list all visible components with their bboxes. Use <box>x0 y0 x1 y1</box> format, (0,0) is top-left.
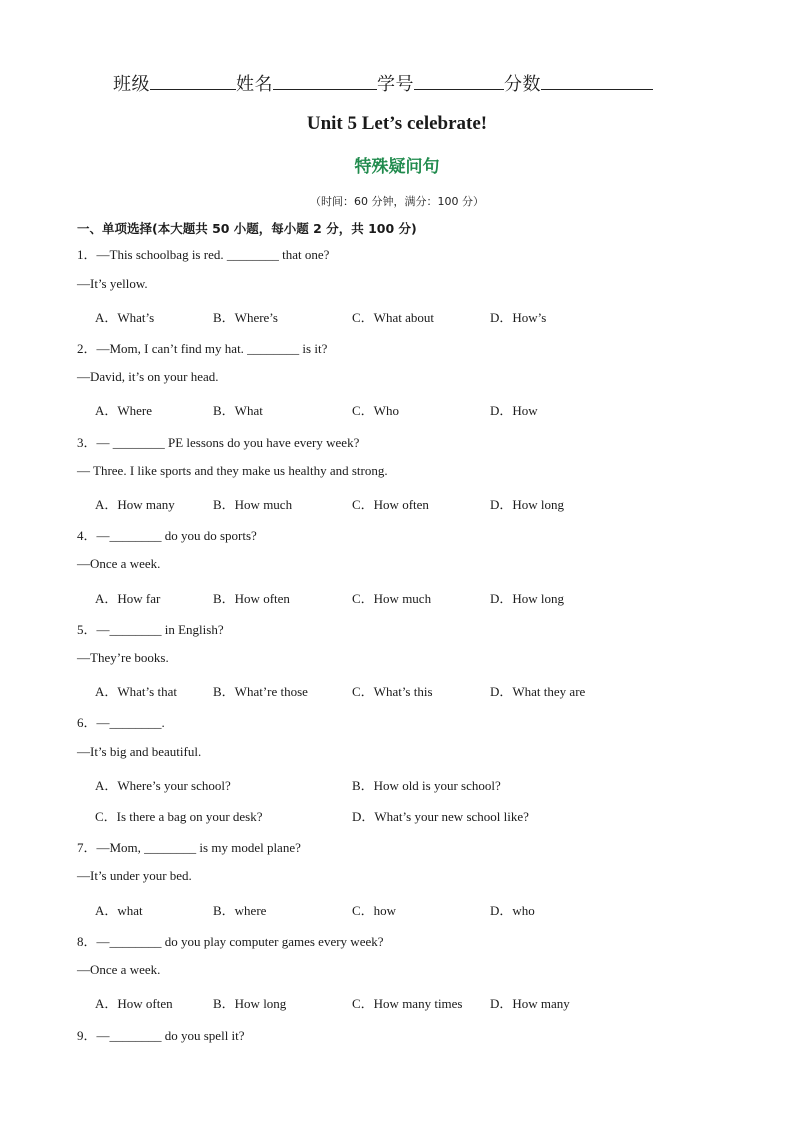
question-6: 6．—________. <box>77 715 165 730</box>
q1-option-d[interactable]: D．How’s <box>490 310 547 325</box>
q4-option-c[interactable]: C．How much <box>352 591 432 606</box>
student-info-line <box>113 70 653 96</box>
question-2: 2．—Mom, I can’t find my hat. ________ is it? <box>77 341 328 356</box>
q4-option-d[interactable]: D．How long <box>490 591 565 606</box>
q3-option-d[interactable]: D．How long <box>490 497 565 512</box>
question-9: 9．—________ do you spell it? <box>77 1028 245 1043</box>
q7-option-c[interactable]: C．how <box>352 903 397 918</box>
id-blank[interactable] <box>414 71 504 90</box>
q5-option-b[interactable]: B．What’re those <box>213 684 308 699</box>
q7-option-a[interactable]: A．what <box>95 903 143 918</box>
question-7: 7．—Mom, ________ is my model plane? <box>77 840 301 855</box>
question-5: 5．—________ in English? <box>77 622 224 637</box>
question-1: 1．—This schoolbag is red. ________ that one? <box>77 247 330 262</box>
score-label: 分数 <box>504 74 541 95</box>
answer-7: —It’s under your bed. <box>77 868 192 883</box>
answer-4: —Once a week. <box>77 556 161 571</box>
answer-1: —It’s yellow. <box>77 276 148 291</box>
score-blank[interactable] <box>541 71 653 90</box>
answer-3: — Three. I like sports and they make us healthy and strong. <box>77 463 388 478</box>
question-4: 4．—________ do you do sports? <box>77 528 257 543</box>
q5-option-a[interactable]: A．What’s that <box>95 684 177 699</box>
q1-option-b[interactable]: B．Where’s <box>213 310 278 325</box>
q8-option-d[interactable]: D．How many <box>490 996 570 1011</box>
class-label: 班级 <box>113 74 150 95</box>
q5-option-c[interactable]: C．What’s this <box>352 684 433 699</box>
q8-option-b[interactable]: B．How long <box>213 996 287 1011</box>
q8-option-a[interactable]: A．How often <box>95 996 173 1011</box>
answer-5: —They’re books. <box>77 650 169 665</box>
q6-option-c[interactable]: C．Is there a bag on your desk? <box>95 809 263 824</box>
id-label: 学号 <box>377 74 414 95</box>
q6-option-b[interactable]: B．How old is your school? <box>352 778 501 793</box>
q7-option-b[interactable]: B．where <box>213 903 267 918</box>
page-title: Unit 5 Let’s celebrate! <box>306 113 488 134</box>
section-heading: 一、单项选择(本大题共 50 小题，每小题 2 分，共 100 分) <box>77 221 417 236</box>
answer-8: —Once a week. <box>77 962 161 977</box>
q2-option-a[interactable]: A．Where <box>95 403 153 418</box>
question-8: 8．—________ do you play computer games every week? <box>77 934 384 949</box>
q3-option-c[interactable]: C．How often <box>352 497 429 512</box>
question-3: 3．— ________ PE lessons do you have every week? <box>77 435 360 450</box>
name-blank[interactable] <box>273 71 377 90</box>
q6-option-d[interactable]: D．What’s your new school like? <box>352 809 529 824</box>
q8-option-c[interactable]: C．How many times <box>352 996 463 1011</box>
q4-option-b[interactable]: B．How often <box>213 591 290 606</box>
exam-meta: （时间：60 分钟，满分：100 分） <box>310 195 484 208</box>
answer-6: —It’s big and beautiful. <box>77 744 202 759</box>
page-subtitle: 特殊疑问句 <box>354 157 440 177</box>
q1-option-a[interactable]: A．What’s <box>95 310 155 325</box>
q5-option-d[interactable]: D．What they are <box>490 684 586 699</box>
q2-option-d[interactable]: D．How <box>490 403 538 418</box>
q6-option-a[interactable]: A．Where’s your school? <box>95 778 231 793</box>
q7-option-d[interactable]: D．who <box>490 903 535 918</box>
q1-option-c[interactable]: C．What about <box>352 310 434 325</box>
q2-option-c[interactable]: C．Who <box>352 403 399 418</box>
q4-option-a[interactable]: A．How far <box>95 591 161 606</box>
q3-option-b[interactable]: B．How much <box>213 497 293 512</box>
q3-option-a[interactable]: A．How many <box>95 497 175 512</box>
class-blank[interactable] <box>150 71 236 90</box>
q2-option-b[interactable]: B．What <box>213 403 263 418</box>
answer-2: —David, it’s on your head. <box>77 369 219 384</box>
name-label: 姓名 <box>236 74 273 95</box>
